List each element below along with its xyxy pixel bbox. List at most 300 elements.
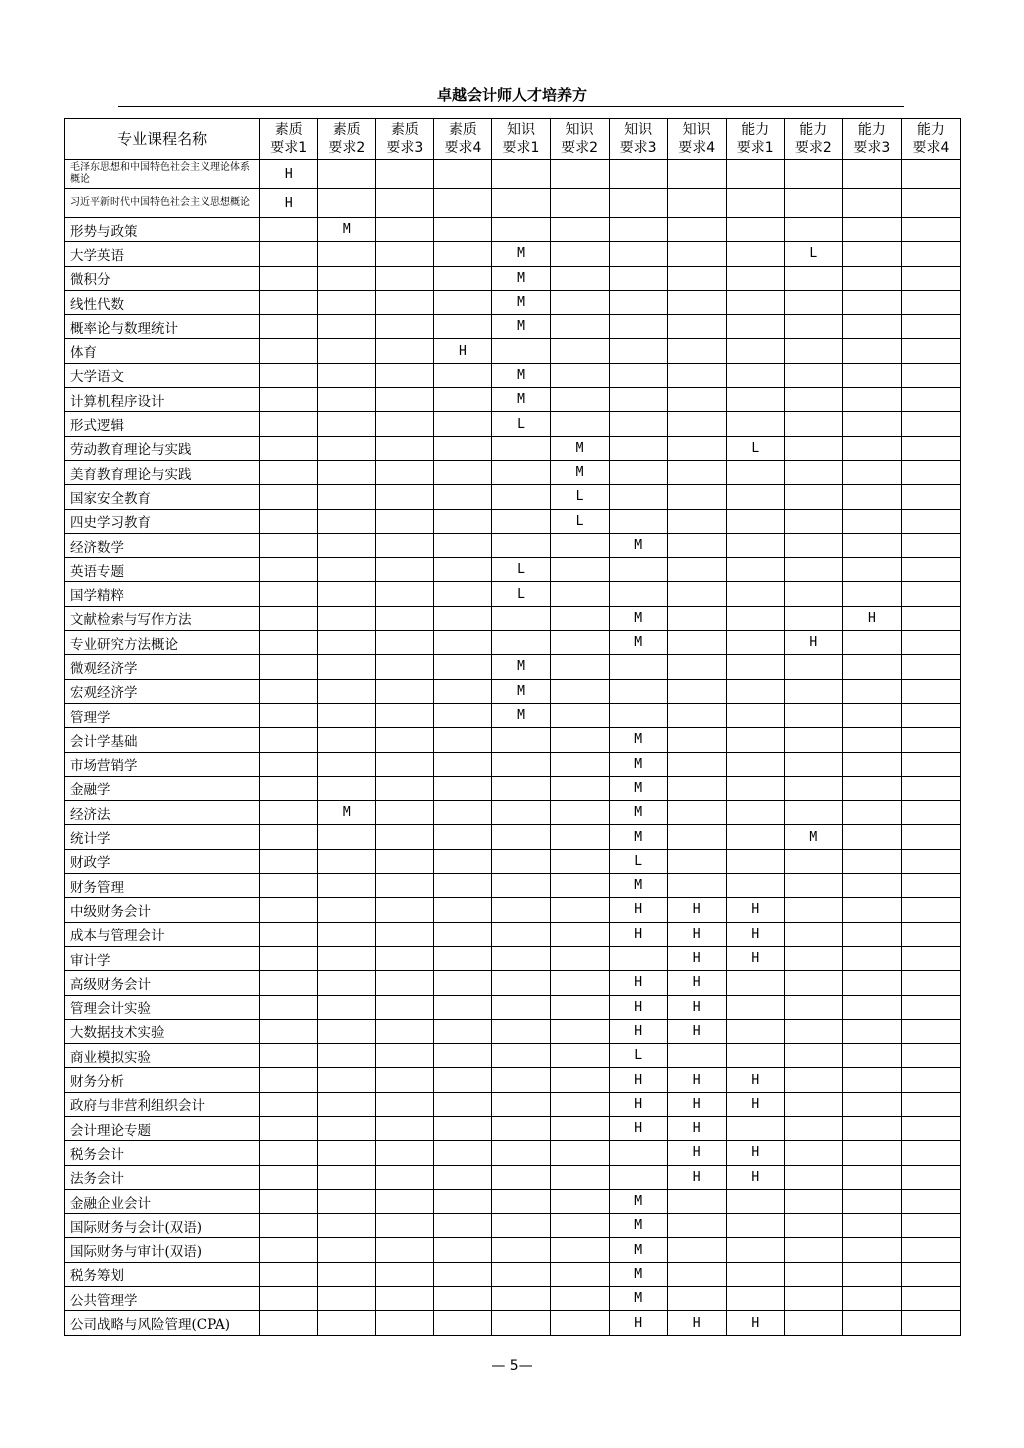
column-header xyxy=(901,119,960,160)
requirement-mark-cell: M xyxy=(550,460,609,484)
requirement-mark-cell xyxy=(550,1116,609,1140)
requirement-mark-cell xyxy=(726,1262,784,1286)
table-header-row xyxy=(65,119,961,160)
requirement-mark-cell: H xyxy=(667,946,726,970)
requirement-mark-cell xyxy=(376,460,434,484)
column-header xyxy=(318,119,376,160)
requirement-mark-cell xyxy=(667,412,726,436)
requirement-mark-cell xyxy=(842,339,901,363)
requirement-mark-cell xyxy=(901,160,960,189)
table-row xyxy=(65,631,961,655)
course-name-cell: 金融企业会计 xyxy=(65,1189,260,1213)
requirement-mark-cell xyxy=(667,189,726,218)
requirement-mark-cell xyxy=(609,388,667,412)
requirement-mark-cell xyxy=(434,412,492,436)
requirement-mark-cell xyxy=(260,242,318,266)
requirement-mark-cell: L xyxy=(492,582,550,606)
requirement-mark-cell xyxy=(609,189,667,218)
column-header-category: 能力 xyxy=(916,122,945,138)
requirement-mark-cell xyxy=(550,412,609,436)
requirement-mark-cell: H xyxy=(609,1311,667,1335)
requirement-mark-cell xyxy=(726,339,784,363)
requirement-mark-cell xyxy=(376,728,434,752)
requirement-mark-cell xyxy=(726,242,784,266)
requirement-mark-cell xyxy=(784,189,842,218)
requirement-mark-cell xyxy=(901,582,960,606)
requirement-mark-cell xyxy=(550,388,609,412)
requirement-mark-cell xyxy=(842,946,901,970)
requirement-mark-cell xyxy=(901,946,960,970)
requirement-mark-cell xyxy=(901,995,960,1019)
requirement-mark-cell xyxy=(260,460,318,484)
requirement-mark-cell xyxy=(550,189,609,218)
table-row xyxy=(65,946,961,970)
requirement-mark-cell xyxy=(842,1116,901,1140)
requirement-mark-cell xyxy=(784,655,842,679)
requirement-mark-cell xyxy=(667,363,726,387)
requirement-mark-cell xyxy=(842,363,901,387)
requirement-mark-cell xyxy=(260,485,318,509)
requirement-mark-cell xyxy=(726,752,784,776)
requirement-mark-cell xyxy=(901,776,960,800)
requirement-mark-cell xyxy=(318,1044,376,1068)
requirement-mark-cell xyxy=(667,1189,726,1213)
requirement-mark-cell xyxy=(842,679,901,703)
table-row xyxy=(65,874,961,898)
requirement-mark-cell xyxy=(434,703,492,727)
requirement-mark-cell xyxy=(901,218,960,242)
requirement-mark-cell xyxy=(901,971,960,995)
course-name-cell: 公司战略与风险管理(CPA) xyxy=(65,1311,260,1335)
requirement-mark-cell xyxy=(901,1092,960,1116)
requirement-mark-cell xyxy=(550,290,609,314)
requirement-mark-cell xyxy=(318,1214,376,1238)
course-name-cell: 成本与管理会计 xyxy=(65,922,260,946)
header-divider xyxy=(118,106,904,107)
requirement-mark-cell xyxy=(376,655,434,679)
requirement-mark-cell: H xyxy=(842,606,901,630)
column-header xyxy=(842,119,901,160)
requirement-mark-cell xyxy=(901,189,960,218)
requirement-mark-cell xyxy=(260,1068,318,1092)
requirement-mark-cell: M xyxy=(609,874,667,898)
requirement-mark-cell xyxy=(318,1165,376,1189)
requirement-mark-cell xyxy=(376,1092,434,1116)
table-row xyxy=(65,582,961,606)
requirement-mark-cell xyxy=(550,1214,609,1238)
course-name-cell: 管理会计实验 xyxy=(65,995,260,1019)
requirement-mark-cell xyxy=(376,849,434,873)
requirement-mark-cell xyxy=(726,606,784,630)
requirement-mark-cell xyxy=(901,752,960,776)
requirement-mark-cell xyxy=(550,898,609,922)
requirement-mark-cell xyxy=(784,558,842,582)
table-row xyxy=(65,388,961,412)
requirement-mark-cell xyxy=(784,1141,842,1165)
requirement-mark-cell xyxy=(550,776,609,800)
requirement-mark-cell: H xyxy=(609,1068,667,1092)
requirement-mark-cell xyxy=(260,266,318,290)
requirement-mark-cell xyxy=(609,558,667,582)
requirement-mark-cell xyxy=(784,1189,842,1213)
requirement-mark-cell xyxy=(901,266,960,290)
requirement-mark-cell xyxy=(260,290,318,314)
requirement-mark-cell xyxy=(784,606,842,630)
requirement-mark-cell xyxy=(842,995,901,1019)
requirement-mark-cell xyxy=(376,776,434,800)
requirement-mark-cell xyxy=(667,1238,726,1262)
requirement-mark-cell xyxy=(260,1044,318,1068)
course-name-cell: 经济法 xyxy=(65,801,260,825)
requirement-mark-cell: H xyxy=(667,1165,726,1189)
requirement-mark-cell xyxy=(842,218,901,242)
course-name-cell: 微观经济学 xyxy=(65,655,260,679)
requirement-mark-cell xyxy=(901,412,960,436)
requirement-mark-cell xyxy=(376,388,434,412)
table-row xyxy=(65,218,961,242)
course-name-cell: 财务管理 xyxy=(65,874,260,898)
requirement-mark-cell xyxy=(842,1238,901,1262)
column-header-requirement: 要求3 xyxy=(619,140,657,156)
requirement-mark-cell xyxy=(550,1189,609,1213)
requirement-mark-cell xyxy=(260,995,318,1019)
requirement-mark-cell xyxy=(550,218,609,242)
requirement-mark-cell xyxy=(842,874,901,898)
requirement-mark-cell xyxy=(726,1189,784,1213)
requirement-mark-cell xyxy=(318,485,376,509)
requirement-mark-cell xyxy=(434,1068,492,1092)
requirement-mark-cell xyxy=(260,363,318,387)
requirement-mark-cell xyxy=(492,606,550,630)
requirement-mark-cell xyxy=(901,825,960,849)
column-header-requirement: 要求4 xyxy=(678,140,716,156)
requirement-mark-cell xyxy=(492,874,550,898)
requirement-mark-cell xyxy=(609,460,667,484)
requirement-mark-cell: L xyxy=(609,849,667,873)
requirement-mark-cell xyxy=(376,218,434,242)
requirement-mark-cell xyxy=(667,1287,726,1311)
requirement-mark-cell xyxy=(609,946,667,970)
requirement-mark-cell: M xyxy=(492,388,550,412)
requirement-mark-cell xyxy=(434,825,492,849)
requirement-mark-cell xyxy=(784,485,842,509)
table-row xyxy=(65,679,961,703)
column-header-category: 知识 xyxy=(565,122,594,138)
requirement-mark-cell xyxy=(434,752,492,776)
requirement-mark-cell: H xyxy=(260,189,318,218)
requirement-mark-cell xyxy=(318,995,376,1019)
requirement-mark-cell xyxy=(550,631,609,655)
requirement-mark-cell xyxy=(376,363,434,387)
requirement-mark-cell xyxy=(609,218,667,242)
requirement-mark-cell xyxy=(609,436,667,460)
column-header-category: 能力 xyxy=(741,122,770,138)
table-row xyxy=(65,363,961,387)
requirement-mark-cell xyxy=(609,703,667,727)
requirement-mark-cell xyxy=(492,1092,550,1116)
column-header xyxy=(492,119,550,160)
requirement-mark-cell xyxy=(784,1044,842,1068)
course-name-cell: 线性代数 xyxy=(65,290,260,314)
requirement-mark-cell xyxy=(376,703,434,727)
requirement-mark-cell xyxy=(842,1068,901,1092)
requirement-mark-cell xyxy=(376,825,434,849)
requirement-mark-cell xyxy=(434,1214,492,1238)
requirement-mark-cell xyxy=(842,315,901,339)
requirement-mark-cell: H xyxy=(667,922,726,946)
requirement-mark-cell xyxy=(434,1165,492,1189)
requirement-mark-cell xyxy=(318,160,376,189)
requirement-mark-cell xyxy=(318,558,376,582)
requirement-mark-cell xyxy=(318,460,376,484)
requirement-mark-cell xyxy=(260,776,318,800)
requirement-mark-cell xyxy=(726,189,784,218)
requirement-mark-cell xyxy=(842,189,901,218)
course-name-cell: 劳动教育理论与实践 xyxy=(65,436,260,460)
requirement-mark-cell xyxy=(784,412,842,436)
requirement-mark-cell xyxy=(842,388,901,412)
requirement-mark-cell xyxy=(318,1262,376,1286)
column-header xyxy=(376,119,434,160)
requirement-mark-cell xyxy=(784,339,842,363)
requirement-mark-cell xyxy=(318,1068,376,1092)
requirement-mark-cell xyxy=(434,460,492,484)
requirement-mark-cell: M xyxy=(550,436,609,460)
column-header-requirement: 要求2 xyxy=(328,140,366,156)
requirement-mark-cell xyxy=(901,703,960,727)
requirement-mark-cell xyxy=(726,388,784,412)
requirement-mark-cell: L xyxy=(550,485,609,509)
requirement-mark-cell xyxy=(434,1092,492,1116)
requirement-mark-cell xyxy=(667,655,726,679)
requirement-mark-cell xyxy=(842,922,901,946)
requirement-mark-cell xyxy=(901,363,960,387)
requirement-mark-cell xyxy=(901,242,960,266)
course-name-cell: 财务分析 xyxy=(65,1068,260,1092)
course-name-cell: 国家安全教育 xyxy=(65,485,260,509)
requirement-mark-cell xyxy=(901,1068,960,1092)
requirement-mark-cell xyxy=(550,849,609,873)
requirement-mark-cell xyxy=(726,1287,784,1311)
requirement-mark-cell xyxy=(434,1019,492,1043)
requirement-mark-cell xyxy=(550,1141,609,1165)
requirement-mark-cell xyxy=(726,485,784,509)
table-row xyxy=(65,460,961,484)
requirement-mark-cell xyxy=(492,631,550,655)
requirement-mark-cell: M xyxy=(609,1287,667,1311)
course-name-cell: 税务筹划 xyxy=(65,1262,260,1286)
requirement-mark-cell xyxy=(609,679,667,703)
requirement-mark-cell xyxy=(726,776,784,800)
requirement-mark-cell xyxy=(667,485,726,509)
course-name-cell: 体育 xyxy=(65,339,260,363)
requirement-mark-cell xyxy=(434,874,492,898)
page-number: — 5— xyxy=(491,1358,533,1374)
requirement-mark-cell xyxy=(434,655,492,679)
requirement-mark-cell: H xyxy=(726,1141,784,1165)
course-name-cell: 形式逻辑 xyxy=(65,412,260,436)
requirement-mark-cell xyxy=(260,922,318,946)
requirement-mark-cell xyxy=(901,874,960,898)
table-row xyxy=(65,1262,961,1286)
requirement-mark-cell xyxy=(842,290,901,314)
requirement-mark-cell xyxy=(667,1044,726,1068)
requirement-mark-cell xyxy=(492,946,550,970)
requirement-mark-cell xyxy=(434,218,492,242)
requirement-mark-cell xyxy=(842,898,901,922)
table-row xyxy=(65,801,961,825)
requirement-mark-cell xyxy=(784,922,842,946)
requirement-mark-cell xyxy=(842,971,901,995)
requirement-mark-cell: M xyxy=(609,728,667,752)
requirement-mark-cell: H xyxy=(667,1019,726,1043)
requirement-mark-cell xyxy=(842,1287,901,1311)
requirement-mark-cell xyxy=(318,315,376,339)
requirement-mark-cell xyxy=(842,631,901,655)
requirement-mark-cell xyxy=(726,363,784,387)
requirement-mark-cell xyxy=(609,655,667,679)
requirement-mark-cell: H xyxy=(609,1116,667,1140)
requirement-mark-cell xyxy=(784,752,842,776)
requirement-mark-cell xyxy=(376,1214,434,1238)
requirement-mark-cell: H xyxy=(726,922,784,946)
requirement-mark-cell: M xyxy=(609,776,667,800)
requirement-mark-cell xyxy=(492,160,550,189)
course-name-cell: 国际财务与审计(双语) xyxy=(65,1238,260,1262)
requirement-mark-cell xyxy=(260,946,318,970)
requirement-mark-cell xyxy=(260,1092,318,1116)
requirement-mark-cell xyxy=(260,1019,318,1043)
requirement-mark-cell xyxy=(318,1019,376,1043)
table-row xyxy=(65,703,961,727)
requirement-mark-cell xyxy=(434,728,492,752)
requirement-mark-cell xyxy=(901,679,960,703)
requirement-mark-cell xyxy=(784,703,842,727)
requirement-mark-cell xyxy=(842,776,901,800)
course-name-cell: 文献检索与写作方法 xyxy=(65,606,260,630)
course-name-cell: 法务会计 xyxy=(65,1165,260,1189)
requirement-mark-cell xyxy=(376,1068,434,1092)
requirement-mark-cell xyxy=(492,533,550,557)
requirement-mark-cell: M xyxy=(492,290,550,314)
requirement-mark-cell: M xyxy=(609,1214,667,1238)
table-row xyxy=(65,1311,961,1335)
requirement-mark-cell xyxy=(376,946,434,970)
requirement-mark-cell xyxy=(434,898,492,922)
requirement-mark-cell xyxy=(434,1141,492,1165)
course-name-cell: 管理学 xyxy=(65,703,260,727)
requirement-mark-cell: M xyxy=(609,606,667,630)
requirement-mark-cell xyxy=(726,290,784,314)
requirement-mark-cell xyxy=(550,1287,609,1311)
requirement-mark-cell xyxy=(609,509,667,533)
requirement-mark-cell xyxy=(318,922,376,946)
requirement-mark-cell xyxy=(434,946,492,970)
requirement-mark-cell xyxy=(784,946,842,970)
document-header-title: 卓越会计师人才培养方 xyxy=(436,86,587,104)
requirement-mark-cell: H xyxy=(726,1068,784,1092)
table-row xyxy=(65,1165,961,1189)
requirement-mark-cell xyxy=(609,339,667,363)
requirement-mark-cell: M xyxy=(492,363,550,387)
requirement-mark-cell xyxy=(318,1311,376,1335)
requirement-mark-cell xyxy=(492,218,550,242)
course-name-cell: 大学英语 xyxy=(65,242,260,266)
requirement-mark-cell xyxy=(901,436,960,460)
column-header xyxy=(609,119,667,160)
column-header xyxy=(667,119,726,160)
requirement-mark-cell xyxy=(260,1141,318,1165)
requirement-mark-cell xyxy=(667,290,726,314)
requirement-mark-cell xyxy=(318,339,376,363)
requirement-mark-cell: M xyxy=(492,703,550,727)
table-body xyxy=(65,160,961,1336)
requirement-mark-cell xyxy=(726,218,784,242)
requirement-mark-cell: H xyxy=(609,1019,667,1043)
requirement-mark-cell xyxy=(376,412,434,436)
requirement-mark-cell xyxy=(492,509,550,533)
requirement-mark-cell xyxy=(726,1019,784,1043)
table-row xyxy=(65,189,961,218)
course-name-cell: 微积分 xyxy=(65,266,260,290)
requirement-mark-cell xyxy=(842,1044,901,1068)
requirement-mark-cell xyxy=(376,995,434,1019)
requirement-mark-cell: H xyxy=(667,898,726,922)
requirement-mark-cell xyxy=(726,655,784,679)
requirement-mark-cell xyxy=(434,1262,492,1286)
requirement-mark-cell: L xyxy=(726,436,784,460)
requirement-mark-cell xyxy=(434,509,492,533)
requirement-mark-cell: H xyxy=(667,1092,726,1116)
requirement-mark-cell xyxy=(842,533,901,557)
requirement-mark-cell xyxy=(784,1092,842,1116)
requirement-mark-cell xyxy=(318,388,376,412)
requirement-mark-cell xyxy=(550,558,609,582)
column-header xyxy=(726,119,784,160)
requirement-mark-cell xyxy=(726,315,784,339)
requirement-mark-cell xyxy=(318,606,376,630)
course-name-cell: 计算机程序设计 xyxy=(65,388,260,412)
requirement-mark-cell xyxy=(434,242,492,266)
requirement-mark-cell xyxy=(726,1116,784,1140)
requirement-mark-cell xyxy=(492,339,550,363)
table-row xyxy=(65,1068,961,1092)
column-header xyxy=(550,119,609,160)
requirement-mark-cell xyxy=(260,606,318,630)
requirement-mark-cell xyxy=(784,1165,842,1189)
course-name-cell: 宏观经济学 xyxy=(65,679,260,703)
requirement-mark-cell xyxy=(901,1238,960,1262)
requirement-mark-cell xyxy=(667,582,726,606)
table-row xyxy=(65,436,961,460)
requirement-mark-cell: H xyxy=(726,1165,784,1189)
course-name-cell: 会计学基础 xyxy=(65,728,260,752)
table-row xyxy=(65,1092,961,1116)
requirement-mark-cell xyxy=(260,801,318,825)
requirement-mark-cell xyxy=(784,728,842,752)
requirement-mark-cell xyxy=(318,582,376,606)
table-row xyxy=(65,1214,961,1238)
requirement-mark-cell: H xyxy=(609,1092,667,1116)
requirement-mark-cell xyxy=(726,266,784,290)
requirement-mark-cell xyxy=(260,849,318,873)
requirement-mark-cell xyxy=(667,218,726,242)
requirement-mark-cell xyxy=(376,874,434,898)
requirement-mark-cell xyxy=(492,1044,550,1068)
course-name-cell: 市场营销学 xyxy=(65,752,260,776)
requirement-mark-cell xyxy=(784,1068,842,1092)
requirement-mark-cell xyxy=(842,801,901,825)
